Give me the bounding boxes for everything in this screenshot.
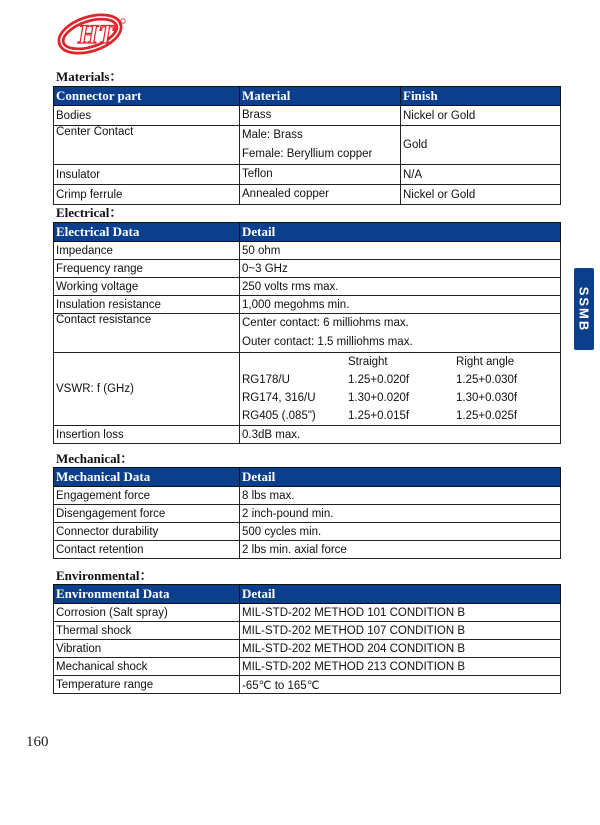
vswr-straight: 1.25+0.015f <box>348 410 410 422</box>
electrical-header-data: Electrical Data <box>54 223 240 242</box>
materials-table <box>53 86 561 205</box>
environmental-detail-cell: MIL-STD-202 METHOD 101 CONDITION B <box>240 604 561 622</box>
table-row <box>54 487 561 505</box>
mechanical-label-cell: Connector durability <box>54 523 240 541</box>
environmental-label-cell: Vibration <box>54 640 240 658</box>
vswr-col-header-straight: Straight <box>348 356 388 368</box>
mechanical-header-detail: Detail <box>240 468 561 487</box>
table-row <box>54 353 561 426</box>
materials-finish-cell: Gold <box>401 126 561 165</box>
materials-header-part: Connector part <box>54 87 240 106</box>
mechanical-title: Mechanical <box>56 451 121 466</box>
environmental-header-data: Environmental Data <box>54 585 240 604</box>
table-row <box>54 676 561 694</box>
environmental-label-cell: Mechanical shock <box>54 658 240 676</box>
table-row <box>54 314 561 353</box>
materials-material-text: Brass <box>242 109 272 121</box>
environmental-label-cell: Corrosion (Salt spray) <box>54 604 240 622</box>
mechanical-detail-cell: 8 lbs max. <box>240 487 561 505</box>
environmental-detail-cell: MIL-STD-202 METHOD 204 CONDITION B <box>240 640 561 658</box>
environmental-section-title <box>56 565 153 584</box>
vswr-right-angle: 1.25+0.030f <box>456 374 518 386</box>
electrical-table <box>53 222 561 444</box>
electrical-detail-cell: 1,000 megohms min. <box>240 296 561 314</box>
table-row <box>54 296 561 314</box>
electrical-detail-cell: 0~3 GHz <box>240 260 561 278</box>
materials-part-cell: Crimp ferrule <box>54 185 240 205</box>
materials-colon: ： <box>109 69 123 84</box>
table-row <box>54 640 561 658</box>
materials-section-title <box>56 66 122 85</box>
environmental-title: Environmental <box>56 568 140 583</box>
mechanical-section-title <box>56 448 133 467</box>
materials-title: Materials <box>56 69 110 84</box>
side-tab-label: SSMB <box>576 286 592 332</box>
materials-finish-cell: Nickel or Gold <box>401 106 561 126</box>
mechanical-colon: ： <box>120 451 134 466</box>
electrical-header-detail: Detail <box>240 223 561 242</box>
vswr-right-angle: 1.30+0.030f <box>456 392 518 404</box>
electrical-label-cell: Contact resistance <box>54 314 240 353</box>
table-row <box>54 126 561 165</box>
mechanical-label-cell: Engagement force <box>54 487 240 505</box>
vswr-straight: 1.30+0.020f <box>348 392 410 404</box>
table-row <box>54 260 561 278</box>
materials-material-cell <box>240 126 401 165</box>
table-row <box>54 242 561 260</box>
vswr-right-angle: 1.25+0.025f <box>456 410 518 422</box>
materials-material-text: Teflon <box>242 168 273 180</box>
materials-material-cell <box>240 165 401 185</box>
environmental-header-detail: Detail <box>240 585 561 604</box>
table-row <box>54 523 561 541</box>
vswr-label-cell: VSWR: f (GHz) <box>54 353 240 426</box>
materials-header-finish: Finish <box>401 87 561 106</box>
vswr-cable: RG174, 316/U <box>242 392 316 404</box>
table-row <box>54 185 561 205</box>
svg-text:HT: HT <box>78 20 115 49</box>
mechanical-detail-cell: 2 lbs min. axial force <box>240 541 561 559</box>
environmental-detail-cell: MIL-STD-202 METHOD 107 CONDITION B <box>240 622 561 640</box>
contact-resistance-outer: Outer contact: 1.5 milliohms max. <box>242 336 413 348</box>
table-row <box>54 505 561 523</box>
mechanical-label-cell: Disengagement force <box>54 505 240 523</box>
materials-material-text: Male: Brass <box>242 129 303 141</box>
table-row <box>54 658 561 676</box>
insertion-loss-label: Insertion loss <box>54 426 240 444</box>
vswr-col-header-right-angle: Right angle <box>456 356 515 368</box>
mechanical-detail-cell: 2 inch-pound min. <box>240 505 561 523</box>
table-row <box>54 426 561 444</box>
insertion-loss-detail: 0.3dB max. <box>240 426 561 444</box>
electrical-title: Electrical <box>56 205 110 220</box>
ht-logo-icon <box>56 12 128 56</box>
electrical-header-row <box>54 223 561 242</box>
vswr-grid <box>242 353 558 425</box>
mechanical-header-data: Mechanical Data <box>54 468 240 487</box>
electrical-detail-cell: 50 ohm <box>240 242 561 260</box>
electrical-label-cell: Impedance <box>54 242 240 260</box>
electrical-label-cell: Working voltage <box>54 278 240 296</box>
electrical-label-cell: Frequency range <box>54 260 240 278</box>
environmental-table <box>53 584 561 694</box>
vswr-cable: RG405 (.085") <box>242 410 316 422</box>
environmental-colon: ： <box>139 568 153 583</box>
materials-material-cell <box>240 185 401 205</box>
materials-finish-cell: N/A <box>401 165 561 185</box>
table-row <box>54 622 561 640</box>
environmental-detail-cell: -65℃ to 165℃ <box>240 676 561 694</box>
mechanical-label-cell: Contact retention <box>54 541 240 559</box>
materials-header-row <box>54 87 561 106</box>
environmental-header-row <box>54 585 561 604</box>
electrical-section-title <box>56 202 122 221</box>
materials-finish-cell: Nickel or Gold <box>401 185 561 205</box>
table-row <box>54 106 561 126</box>
environmental-detail-cell: MIL-STD-202 METHOD 213 CONDITION B <box>240 658 561 676</box>
vswr-detail-cell <box>240 353 561 426</box>
table-row <box>54 165 561 185</box>
materials-material-cell <box>240 106 401 126</box>
vswr-straight: 1.25+0.020f <box>348 374 410 386</box>
electrical-detail-cell <box>240 314 561 353</box>
vswr-cable: RG178/U <box>242 374 290 386</box>
mechanical-table <box>53 467 561 559</box>
table-row <box>54 541 561 559</box>
mechanical-header-row <box>54 468 561 487</box>
table-row <box>54 278 561 296</box>
materials-material-text: Annealed copper <box>242 188 329 200</box>
materials-material-text: Female: Beryllium copper <box>242 148 373 160</box>
environmental-label-cell: Temperature range <box>54 676 240 694</box>
table-row <box>54 604 561 622</box>
electrical-colon: ： <box>109 205 123 220</box>
contact-resistance-center: Center contact: 6 milliohms max. <box>242 317 409 329</box>
materials-header-material: Material <box>240 87 401 106</box>
electrical-detail-cell: 250 volts rms max. <box>240 278 561 296</box>
mechanical-detail-cell: 500 cycles min. <box>240 523 561 541</box>
materials-part-cell: Insulator <box>54 165 240 185</box>
page-number: 160 <box>26 734 49 750</box>
ssmb-side-tab <box>574 268 594 350</box>
materials-part-cell: Center Contact <box>54 126 240 165</box>
environmental-label-cell: Thermal shock <box>54 622 240 640</box>
electrical-label-cell: Insulation resistance <box>54 296 240 314</box>
vswr-col-header <box>242 353 348 371</box>
materials-part-cell: Bodies <box>54 106 240 126</box>
